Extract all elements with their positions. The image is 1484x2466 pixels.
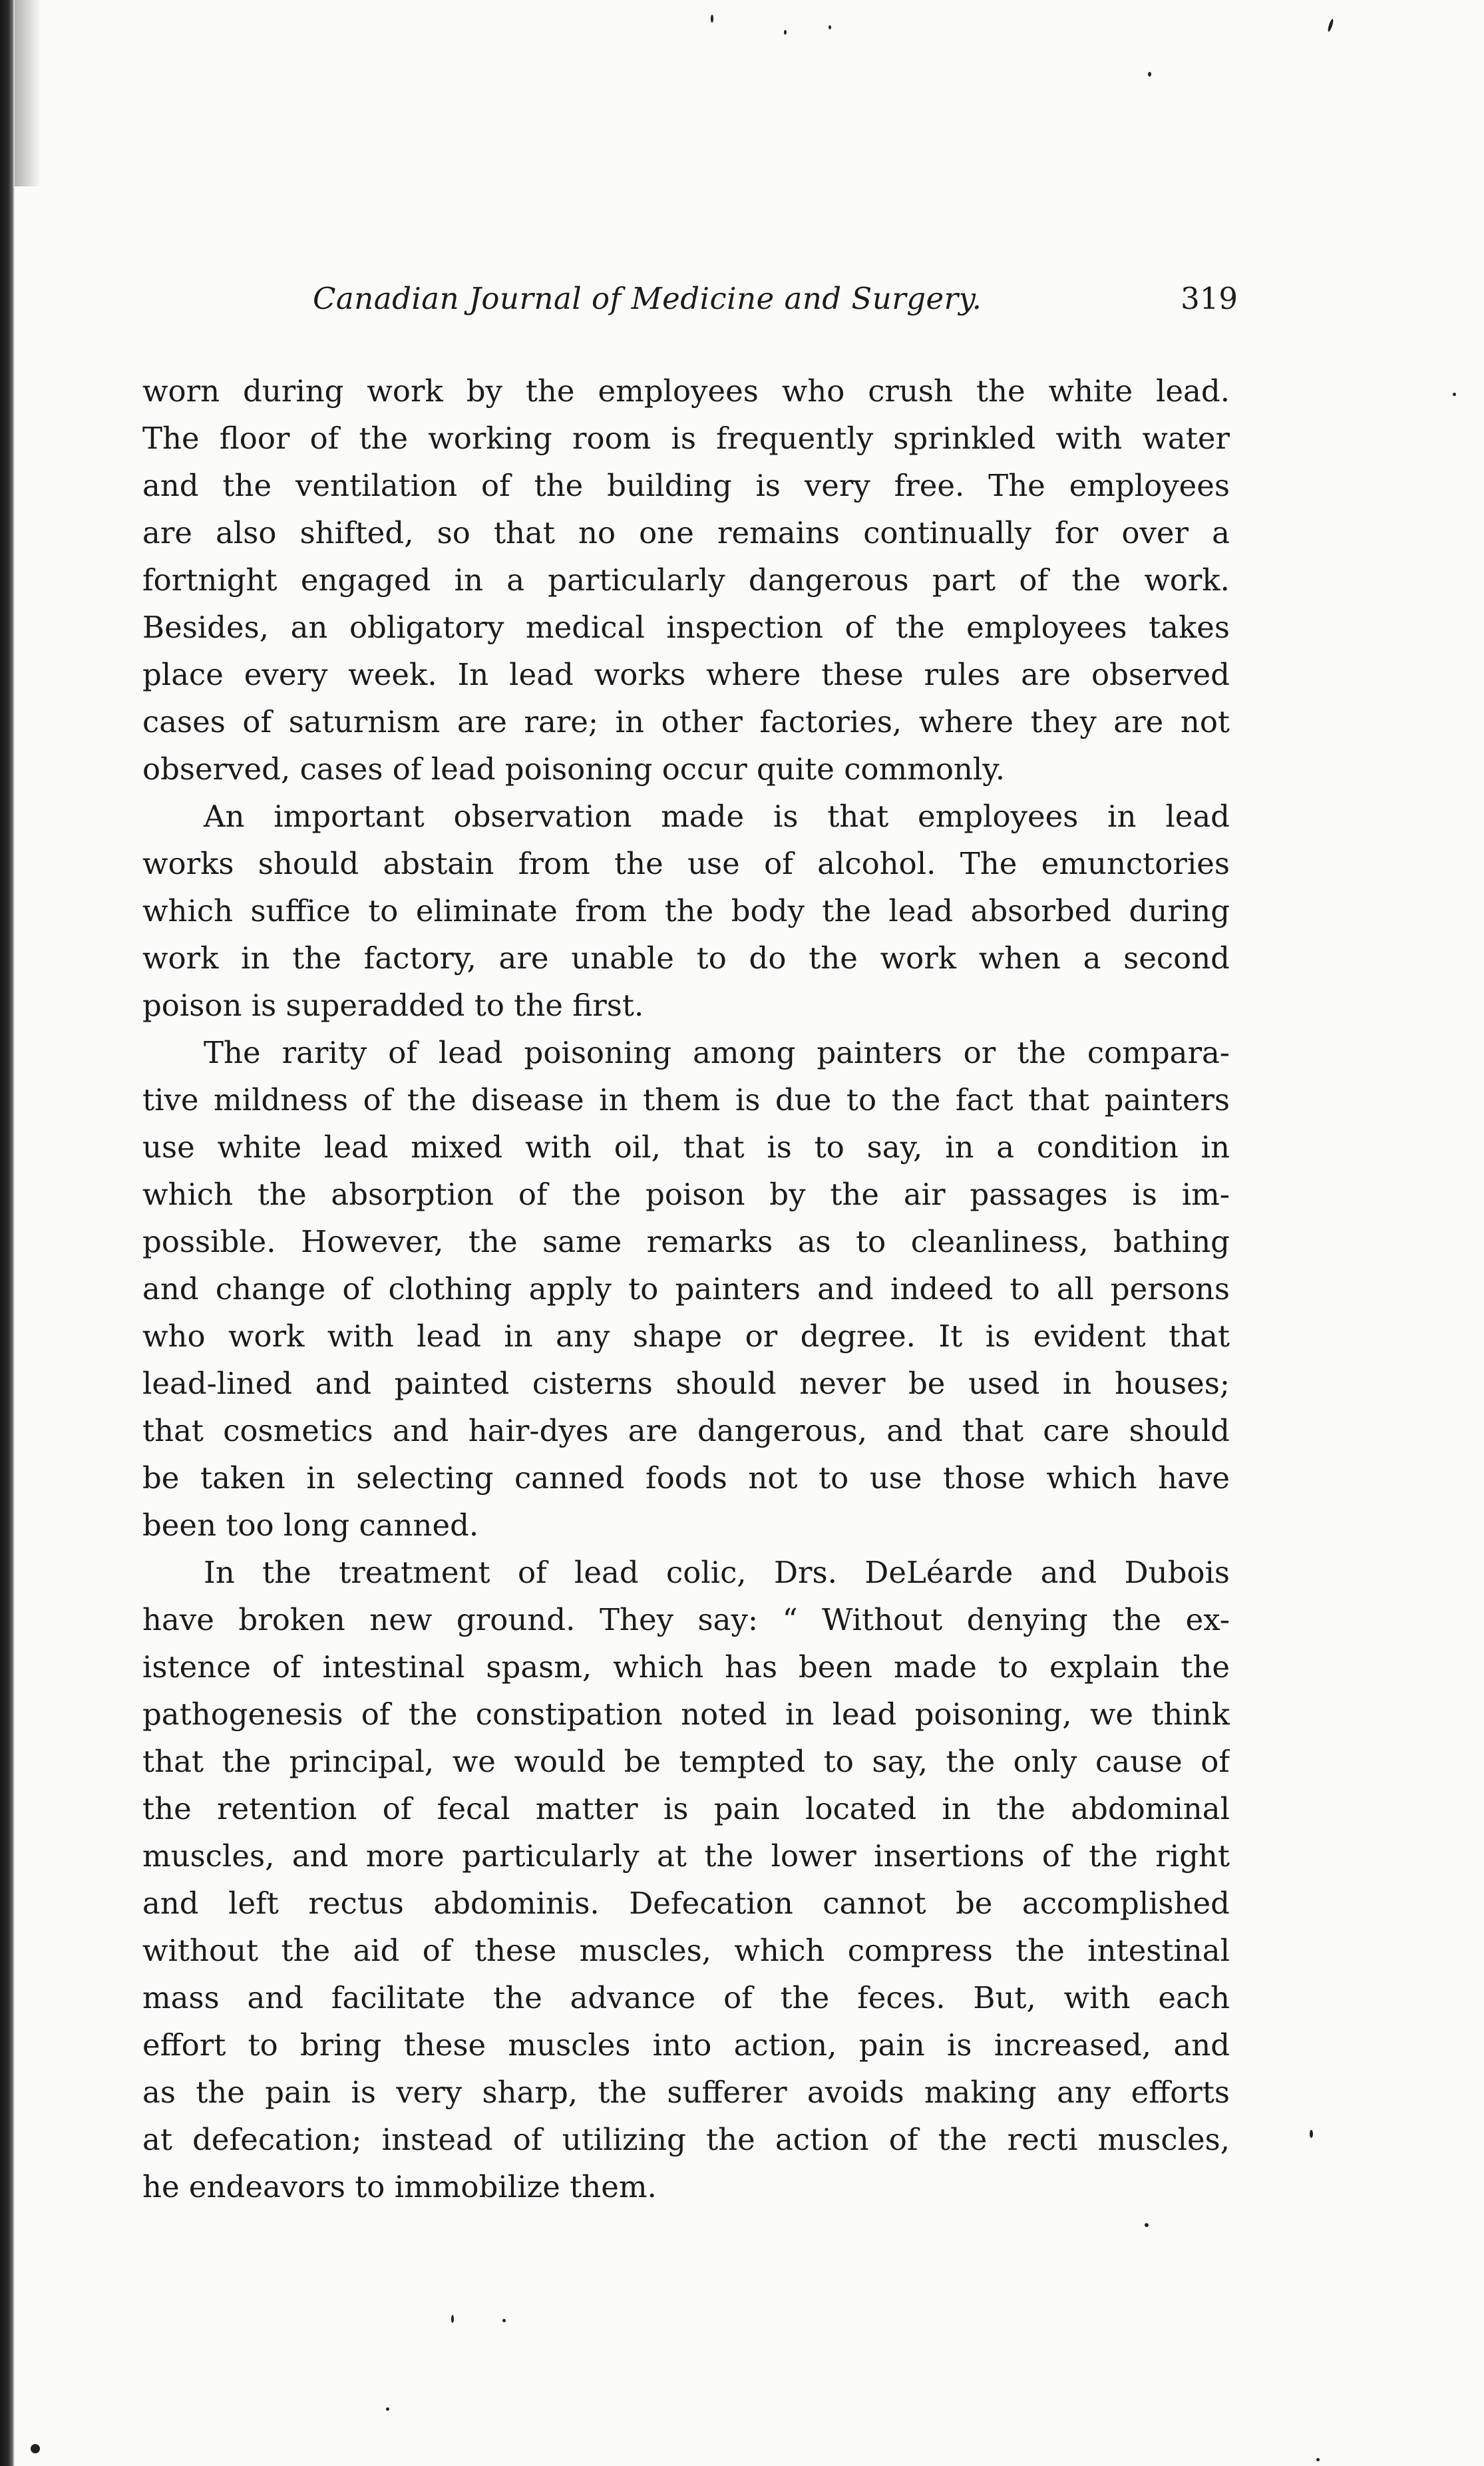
page-binding-shadow — [0, 0, 15, 2466]
text-line: mass and facilitate the advance of the feces. But, with each — [142, 1980, 1230, 2015]
text-line: and left rectus abdominis. Defecation cannot be accomplished — [142, 1886, 1230, 1921]
scan-speck — [1453, 393, 1456, 396]
text-line: observed, cases of lead poisoning occur quite commonly. — [142, 751, 1006, 787]
scan-speck — [1327, 19, 1334, 33]
text-line: as the pain is very sharp, the sufferer avoids making any efforts — [142, 2075, 1230, 2110]
text-line: pathogenesis of the constipation noted in lead poisoning, we think — [142, 1697, 1230, 1732]
text-line: place every week. In lead works where these rules are observed — [142, 657, 1230, 692]
text-line: at defecation; instead of utilizing the action of the recti muscles, — [142, 2122, 1230, 2157]
text-line: lead-lined and painted cisterns should never be used in houses; — [142, 1366, 1230, 1401]
scan-speck — [711, 15, 713, 23]
page-number: 319 — [1181, 281, 1238, 316]
article-text — [142, 367, 1230, 2210]
text-line: which the absorption of the poison by the air passages is im- — [142, 1177, 1230, 1212]
text-line: that the principal, we would be tempted to say, the only cause of — [142, 1744, 1230, 1779]
scan-speck — [386, 2407, 389, 2411]
text-line: cases of saturnism are rare; in other factories, where they are not — [142, 704, 1230, 739]
text-line: The floor of the working room is frequently sprinkled with water — [142, 421, 1230, 456]
text-line: tive mildness of the disease in them is due to the fact that painters — [142, 1082, 1230, 1118]
text-line: worn during work by the employees who crush the white lead. — [142, 373, 1230, 409]
text-line: and change of clothing apply to painters and indeed to all persons — [142, 1271, 1230, 1307]
scan-speck — [1145, 2223, 1149, 2227]
text-line: without the aid of these muscles, which compress the intestinal — [142, 1933, 1230, 1968]
text-line: use white lead mixed with oil, that is to say, in a condition in — [142, 1130, 1230, 1165]
text-line: muscles, and more particularly at the lower insertions of the right — [142, 1838, 1230, 1874]
running-title: Canadian Journal of Medicine and Surgery. — [313, 281, 982, 316]
scan-speck — [502, 2319, 506, 2322]
scan-speck — [1316, 2458, 1320, 2461]
text-line: the retention of fecal matter is pain located in the abdominal — [142, 1791, 1230, 1826]
text-line: effort to bring these muscles into action, pain is increased, and — [142, 2027, 1230, 2063]
text-line: been too long canned. — [142, 1508, 479, 1543]
scan-speck — [31, 2444, 40, 2453]
text-line: which suffice to eliminate from the body the lead absorbed during — [142, 893, 1230, 928]
text-line: who work with lead in any shape or degree. It is evident that — [142, 1319, 1230, 1354]
text-line: that cosmetics and hair-dyes are dangerous, and that care should — [142, 1413, 1230, 1448]
scan-speck — [451, 2315, 454, 2323]
text-line: possible. However, the same remarks as to cleanliness, bathing — [142, 1224, 1230, 1259]
text-line: works should abstain from the use of alcohol. The emunctories — [142, 846, 1230, 881]
scan-speck — [829, 25, 831, 29]
text-line: work in the factory, are unable to do the work when a second — [142, 940, 1230, 976]
text-line: In the treatment of lead colic, Drs. DeLéarde and Dubois — [204, 1555, 1230, 1590]
text-line: poison is superadded to the first. — [142, 988, 644, 1023]
text-line: istence of intestinal spasm, which has been made to explain the — [142, 1649, 1230, 1685]
text-line: Besides, an obligatory medical inspection of the employees takes — [142, 610, 1230, 645]
text-line: have broken new ground. They say: “ Without denying the ex- — [142, 1602, 1230, 1637]
text-line: he endeavors to immobilize them. — [142, 2169, 657, 2204]
text-line: The rarity of lead poisoning among painters or the compara- — [204, 1035, 1230, 1070]
text-line: fortnight engaged in a particularly dangerous part of the work. — [142, 562, 1230, 598]
text-line: An important observation made is that employees in lead — [204, 799, 1230, 834]
text-line: be taken in selecting canned foods not to use those which have — [142, 1460, 1230, 1496]
text-line: are also shifted, so that no one remains continually for over a — [142, 515, 1230, 550]
scan-speck — [784, 30, 787, 35]
scan-speck — [1148, 72, 1151, 77]
text-line: and the ventilation of the building is very free. The employees — [142, 468, 1230, 503]
scan-speck — [1310, 2130, 1313, 2138]
running-head — [313, 281, 1238, 321]
